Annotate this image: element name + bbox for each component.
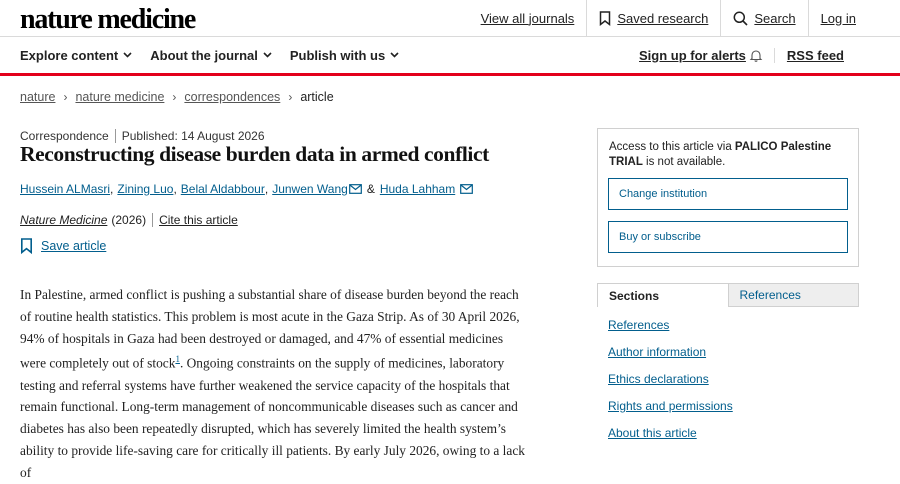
accent-divider <box>0 73 900 76</box>
published-date: Published: 14 August 2026 <box>121 129 265 143</box>
view-all-journals-link[interactable]: View all journals <box>480 10 575 26</box>
section-link-about-article[interactable]: About this article <box>608 426 697 440</box>
meta-divider <box>115 129 116 143</box>
top-header <box>0 0 900 37</box>
bookmark-icon <box>599 11 611 26</box>
author-link[interactable]: Junwen Wang <box>272 182 348 196</box>
meta-divider <box>152 213 153 227</box>
search-link[interactable]: Search <box>720 0 807 36</box>
mail-icon[interactable] <box>349 184 362 194</box>
sign-up-alerts-link[interactable]: Sign up for alerts <box>627 48 774 63</box>
chevron-down-icon <box>263 52 272 58</box>
breadcrumb <box>20 90 334 104</box>
chevron-right-icon: › <box>63 90 68 104</box>
chevron-down-icon <box>123 52 132 58</box>
nav-publish-with-us[interactable]: Publish with us <box>290 48 399 63</box>
chevron-down-icon <box>390 52 399 58</box>
nav-about-journal[interactable]: About the journal <box>150 48 272 63</box>
login-link[interactable]: Log in <box>808 0 900 36</box>
search-icon <box>733 11 748 26</box>
bookmark-icon <box>20 238 33 254</box>
tab-references[interactable]: References <box>728 283 860 307</box>
mail-icon[interactable] <box>460 184 473 194</box>
sidebar-tabs <box>597 283 859 307</box>
article-body: In Palestine, armed conflict is pushing a substantial share of disease burden beyond the reach of routine health statistics. This problem is most acute in the Gaza Strip. As of 30 April 2026, 94% of hospitals in Gaza had been destroyed or damaged, and 47% of essential medicines were completely out of stock$^1$. Ongoing constraints on the supply of medicines, laboratory testing and referral systems have further weakened the service capacity of the hospitals that remain functional. Long-term management of noncommunicable diseases such as cancer and diabetes has also been repeatedly disrupted, which has severely limited the health system’s ability to provide life-saving care for critically ill patients. By early July 2026, owing to a lack of <box>20 287 525 480</box>
author-list: Hussein ALMasri , Zining Luo , Belal Aldabbour , Junwen Wang & Huda Lahham <box>20 182 473 196</box>
journal-logo[interactable]: nature medicine <box>20 4 196 35</box>
journal-name-link[interactable]: Nature Medicine <box>20 213 108 227</box>
author-link[interactable]: Zining Luo <box>117 182 174 196</box>
section-link-ethics-declarations[interactable]: Ethics declarations <box>608 372 709 386</box>
rss-feed-link[interactable]: RSS feed <box>774 48 856 63</box>
change-institution-button[interactable]: Change institution <box>608 178 848 210</box>
section-link-author-information[interactable]: Author information <box>608 345 707 359</box>
journal-year: (2026) <box>111 213 147 227</box>
article-title: Reconstructing disease burden data in armed conflict <box>20 142 489 166</box>
author-ampersand: & <box>366 182 375 196</box>
article-type: Correspondence <box>20 129 109 143</box>
breadcrumb-nature-medicine[interactable]: nature medicine <box>75 90 165 104</box>
author-link[interactable]: Belal Aldabbour <box>180 182 265 196</box>
section-link-rights-permissions[interactable]: Rights and permissions <box>608 399 733 413</box>
access-message: Access to this article via PALICO Palestine TRIAL is not available. <box>609 141 832 168</box>
breadcrumb-current: article <box>300 90 334 104</box>
header-links <box>469 0 900 36</box>
buy-or-subscribe-button[interactable]: Buy or subscribe <box>608 221 848 253</box>
author-link[interactable]: Hussein ALMasri <box>20 182 111 196</box>
save-article-button[interactable]: Save article <box>20 238 106 254</box>
saved-research-link[interactable]: Saved research <box>586 0 720 36</box>
reference-link[interactable]: 1 <box>175 354 180 365</box>
nav-explore-content[interactable]: Explore content <box>20 48 132 63</box>
bell-icon <box>750 49 762 62</box>
article-meta <box>20 129 265 143</box>
breadcrumb-nature[interactable]: nature <box>20 90 56 104</box>
main-nav <box>0 37 900 73</box>
sections-list <box>608 318 733 453</box>
journal-info <box>20 213 238 227</box>
breadcrumb-correspondences[interactable]: correspondences <box>184 90 281 104</box>
chevron-right-icon: › <box>288 90 293 104</box>
tab-sections[interactable]: Sections <box>597 283 728 307</box>
section-link-references[interactable]: References <box>608 318 670 332</box>
institution-access-box <box>597 128 859 267</box>
cite-article-link[interactable]: Cite this article <box>159 213 238 227</box>
chevron-right-icon: › <box>172 90 177 104</box>
author-link[interactable]: Huda Lahham <box>379 182 456 196</box>
